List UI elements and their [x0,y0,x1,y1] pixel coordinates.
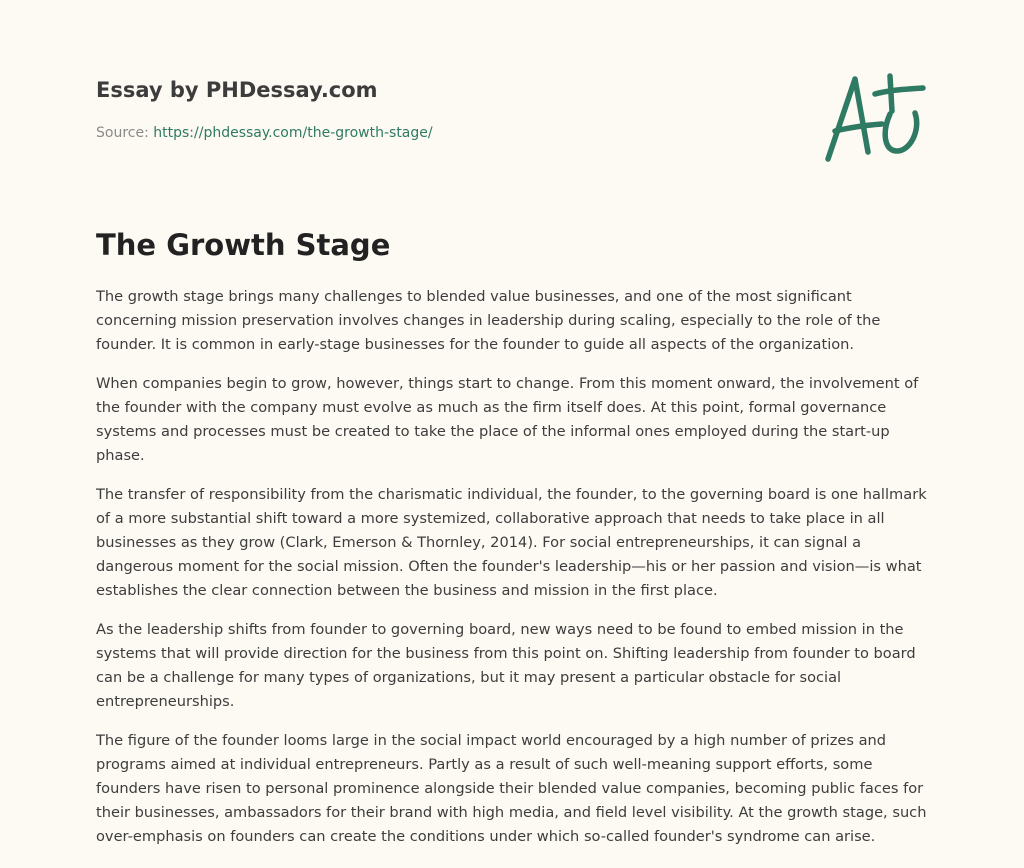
essay-paragraph: The figure of the founder looms large in the social impact world encouraged by a high number of prizes and programs aimed at individual entrepreneurs. Partly as a result of such well-meaning support efforts, some founders have risen to personal prominence alongside their blended value companies, becoming public faces for their businesses, ambassadors for their brand with high media, and field level visibility. At the growth stage, such over-emphasis on founders can create the conditions under which so-called founder's syndrome can arise. [96,732,927,845]
source-line [96,123,433,143]
essay-paragraph: The transfer of responsibility from the charismatic individual, the founder, to the governing board is one hallmark of a more substantial shift toward a more systemized, collaborative approach that needs to take place in all businesses as they grow (Clark, Emerson & Thornley, 2014). For social entrepreneurships, it can signal a dangerous moment for the social mission. Often the founder's leadership—his or her passion and vision—is what establishes the clear connection between the business and mission in the first place. [96,486,927,599]
source-link[interactable]: https://phdessay.com/the-growth-stage/ [153,125,433,141]
essay-paragraph: As the leadership shifts from founder to governing board, new ways need to be found to embed mission in the systems that will provide direction for the business from this point on. Shifting leadership from founder to board can be a challenge for many types of organizations, but it may present a particular obstacle for social entrepreneurships. [96,621,916,710]
site-title: Essay by PHDessay.com [96,78,378,102]
essay-paragraph: The growth stage brings many challenges to blended value businesses, and one of the most significant concerning mission preservation involves changes in leadership during scaling, especially to the role of the founder. It is common in early-stage businesses for the founder to guide all aspects of the organization. [96,288,881,353]
essay-paragraph: When companies begin to grow, however, things start to change. From this moment onward, the involvement of the founder with the company must evolve as much as the firm itself does. At this point, formal governance systems and processes must be created to take the place of the informal ones employed during the start-up phase. [96,375,919,464]
essay-title: The Growth Stage [96,228,391,262]
source-label: Source: [96,125,149,141]
a-plus-logo-icon [824,68,926,163]
essay-page [96,0,928,868]
essay-body [96,285,928,864]
page-header [96,76,928,176]
